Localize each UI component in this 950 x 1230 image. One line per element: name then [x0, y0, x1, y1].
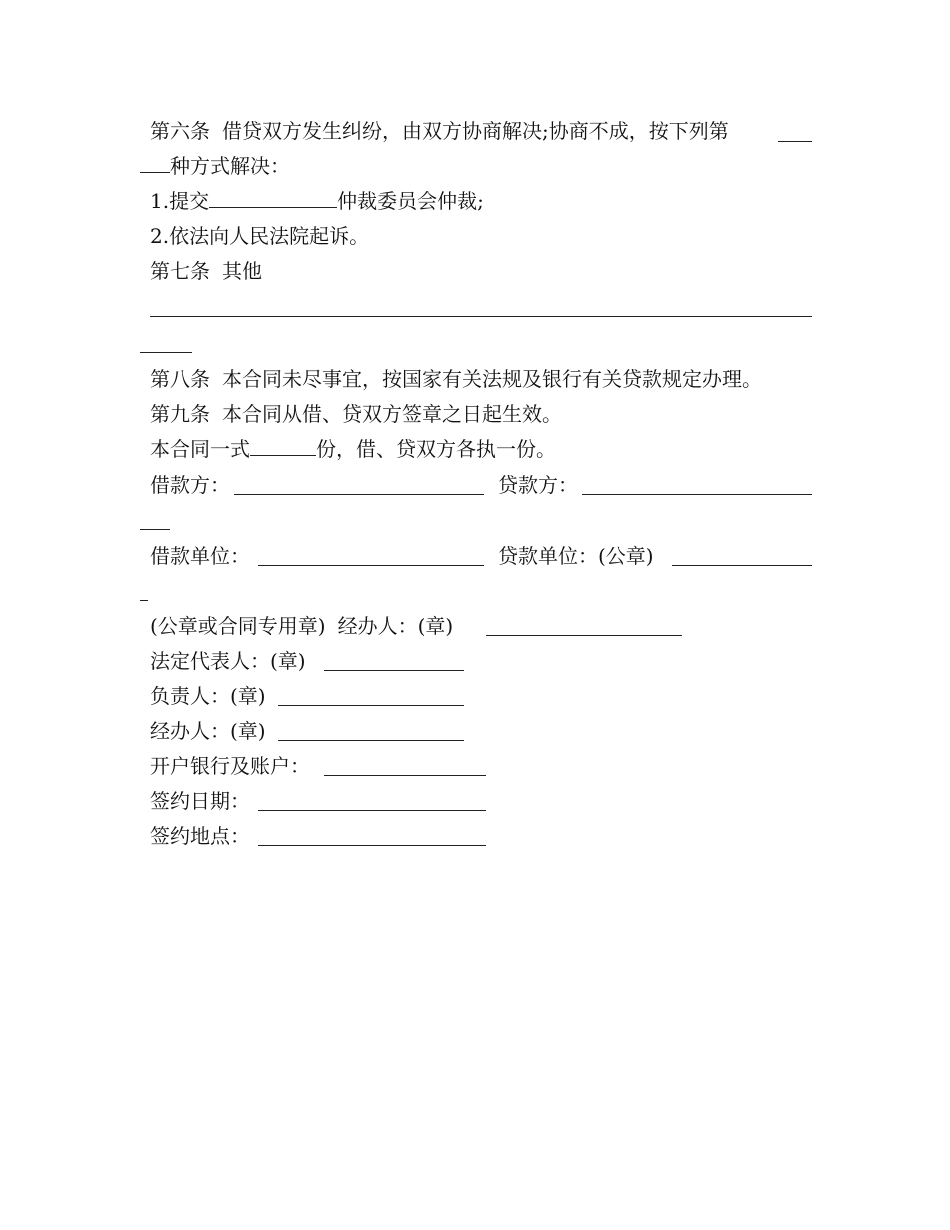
- article-9-line: [150, 401, 562, 427]
- sign-date-blank: [258, 810, 486, 811]
- option-1-line: [150, 188, 484, 214]
- arbitration-blank: [209, 189, 337, 208]
- agent-2-blank: [278, 740, 464, 741]
- article-6-blank-a: [778, 141, 812, 142]
- lender-unit-label: 贷款单位：(公章): [498, 544, 654, 568]
- agent-2-line: [150, 718, 266, 744]
- lender-label-line: [498, 472, 578, 498]
- lender-unit-blank-b: [140, 600, 148, 601]
- lender-label: 贷款方：: [498, 473, 578, 497]
- sign-place-line: [150, 823, 250, 849]
- article-8-line: [150, 366, 762, 392]
- legal-rep-line: [150, 648, 306, 674]
- article-6-blank-b: [140, 154, 170, 173]
- sign-place-blank: [258, 845, 486, 846]
- agent-2-label: 经办人：(章): [150, 719, 266, 743]
- responsible-label: 负责人：(章): [150, 684, 266, 708]
- borrower-label-line: [150, 472, 230, 498]
- article-9-text: 本合同从借、贷双方签章之日起生效。: [222, 402, 562, 426]
- copies-blank: [250, 437, 316, 456]
- borrower-blank: [234, 494, 484, 495]
- legal-rep-blank: [324, 670, 464, 671]
- bank-account-blank: [324, 775, 486, 776]
- sign-date-line: [150, 788, 250, 814]
- lender-blank-a: [582, 494, 812, 495]
- article-7-heading: 第七条: [150, 259, 210, 283]
- option-2-text: 2.依法向人民法院起诉。: [150, 224, 370, 248]
- legal-rep-label: 法定代表人：(章): [150, 649, 306, 673]
- agent-1-blank: [486, 635, 682, 636]
- bank-account-line: [150, 753, 310, 779]
- seal-agent-line: [150, 613, 453, 639]
- article-8-text: 本合同未尽事宜，按国家有关法规及银行有关贷款规定办理。: [222, 367, 762, 391]
- lender-blank-b: [140, 529, 170, 530]
- sign-date-label: 签约日期：: [150, 789, 250, 813]
- option-1-suffix: 仲裁委员会仲裁;: [337, 189, 484, 213]
- article-6-text: 借贷双方发生纠纷，由双方协商解决;协商不成，按下列第: [222, 119, 729, 143]
- sign-place-label: 签约地点：: [150, 824, 250, 848]
- article-6-line: [150, 118, 729, 144]
- article-6-cont: 种方式解决：: [170, 154, 290, 178]
- borrower-unit-blank: [258, 565, 484, 566]
- lender-unit-blank-a: [672, 565, 812, 566]
- article-7-text: 其他: [222, 259, 262, 283]
- option-2-line: [150, 223, 369, 249]
- responsible-blank: [278, 705, 464, 706]
- article-7-blank-a: [150, 316, 812, 317]
- article-6-heading: 第六条: [150, 119, 210, 143]
- borrower-unit-label: 借款单位：: [150, 544, 250, 568]
- lender-unit-line: [498, 543, 654, 569]
- borrower-unit-line: [150, 543, 250, 569]
- option-1-prefix: 1.提交: [150, 189, 210, 213]
- bank-account-label: 开户银行及账户：: [150, 754, 310, 778]
- article-8-heading: 第八条: [150, 367, 210, 391]
- agent-1-label: 经办人：(章): [337, 614, 454, 638]
- seal-note: (公章或合同专用章): [150, 614, 326, 638]
- responsible-line: [150, 683, 266, 709]
- copies-line: [150, 436, 556, 462]
- copies-suffix: 份，借、贷双方各执一份。: [316, 437, 556, 461]
- article-7-line: [150, 258, 262, 284]
- borrower-label: 借款方：: [150, 473, 230, 497]
- article-9-heading: 第九条: [150, 402, 210, 426]
- copies-prefix: 本合同一式: [150, 437, 250, 461]
- article-7-blank-b: [140, 352, 192, 353]
- article-6-cont-line: [140, 153, 290, 179]
